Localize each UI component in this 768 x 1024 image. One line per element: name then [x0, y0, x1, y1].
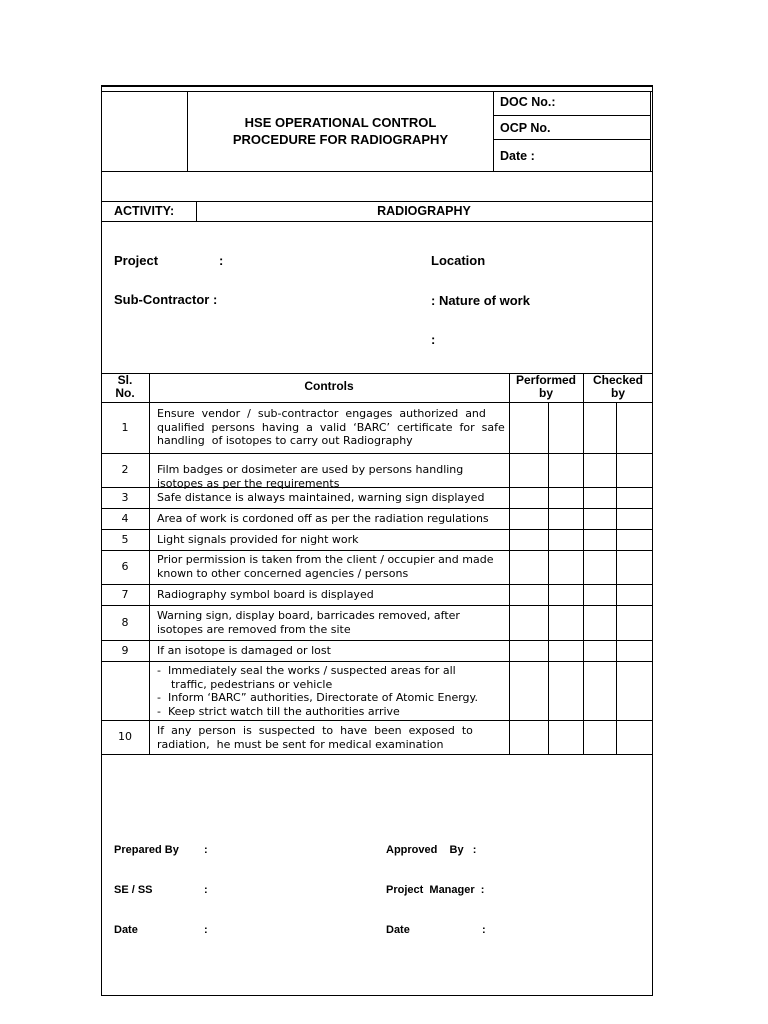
date-left-label: Date [114, 924, 138, 936]
performed-by-cell[interactable] [548, 402, 583, 453]
performed-by-cell[interactable] [548, 661, 583, 720]
row-number: 1 [121, 420, 129, 434]
table-col-rule [149, 373, 150, 754]
control-text-line: Film badges or dosimeter are used by persons handling [157, 463, 464, 476]
project-manager-label: Project Manager : [386, 884, 485, 896]
control-text-line: - Immediately seal the works / suspected areas for all [157, 664, 456, 677]
performed-by-cell[interactable] [509, 402, 548, 453]
control-text-line: handling of isotopes to carry out Radiography [157, 434, 413, 447]
table-bottom-rule [101, 754, 653, 755]
control-text-line: traffic, pedestrians or vehicle [157, 677, 333, 691]
control-text-line: Radiography symbol board is displayed [157, 588, 374, 601]
performed-by-cell[interactable] [509, 453, 548, 487]
col-header-sl-no: No. [115, 386, 135, 400]
header-bottom-rule [101, 171, 653, 172]
header-divider-left [187, 91, 188, 171]
performed-by-cell[interactable] [509, 508, 548, 529]
control-text-line: isotopes are removed from the site [157, 622, 351, 636]
performed-by-cell[interactable] [509, 661, 548, 720]
control-text-line: known to other concerned agencies / persons [157, 566, 409, 580]
nature-of-work-label: : Nature of work [431, 293, 530, 308]
performed-by-cell[interactable] [509, 584, 548, 605]
approved-by-label: Approved By : [386, 844, 477, 856]
checked-by-cell[interactable] [583, 720, 616, 754]
performed-by-cell[interactable] [548, 584, 583, 605]
control-text-line: Warning sign, display board, barricades removed, after [157, 609, 460, 622]
checked-by-cell[interactable] [616, 453, 653, 487]
checked-by-cell[interactable] [616, 487, 653, 508]
doc-no-label: DOC No.: [500, 95, 556, 109]
control-text-line: Prior permission is taken from the client / occupier and made [157, 553, 494, 566]
col-header-performed: Performed [515, 373, 577, 387]
col-header-sl: Sl. [117, 373, 133, 387]
checked-by-cell[interactable] [583, 453, 616, 487]
se-ss-colon: : [204, 884, 208, 896]
row-number: 2 [121, 463, 129, 476]
checked-by-cell[interactable] [583, 402, 616, 453]
control-text-line: If any person is suspected to have been exposed to [157, 724, 473, 737]
activity-value: RADIOGRAPHY [377, 204, 471, 218]
row-number: 8 [121, 615, 129, 629]
checked-by-cell[interactable] [616, 550, 653, 584]
doc-title-line1: HSE OPERATIONAL CONTROL [244, 115, 437, 130]
col-header-checked: Checked [592, 373, 644, 387]
ocp-no-label: OCP No. [500, 121, 551, 135]
performed-by-cell[interactable] [509, 720, 548, 754]
performed-by-cell[interactable] [548, 720, 583, 754]
project-label: Project [114, 253, 159, 268]
col-header-controls: Controls [304, 379, 354, 393]
checked-by-cell[interactable] [583, 550, 616, 584]
row-number: 3 [121, 490, 129, 504]
checked-by-cell[interactable] [616, 661, 653, 720]
row-number: 10 [118, 730, 132, 743]
performed-by-cell[interactable] [509, 640, 548, 661]
performed-by-cell[interactable] [509, 529, 548, 550]
header-ocp-rule [493, 139, 651, 140]
performed-by-cell[interactable] [548, 550, 583, 584]
header-doc-rule [493, 115, 651, 116]
row-number: 5 [121, 532, 129, 546]
performed-by-cell[interactable] [548, 508, 583, 529]
control-text-line: qualified persons having a valid ‘BARC’ certificate for safe [157, 420, 505, 434]
checked-by-cell[interactable] [583, 487, 616, 508]
row-number: 9 [121, 643, 129, 657]
checked-by-cell[interactable] [583, 529, 616, 550]
activity-label: ACTIVITY: [114, 204, 175, 218]
checked-by-cell[interactable] [616, 605, 653, 640]
performed-by-cell[interactable] [509, 550, 548, 584]
checked-by-cell[interactable] [616, 402, 653, 453]
se-ss-label: SE / SS [114, 884, 153, 896]
activity-top-rule [101, 201, 653, 202]
activity-bottom-rule [101, 221, 653, 222]
control-text-line: Light signals provided for night work [157, 533, 359, 546]
performed-by-cell[interactable] [509, 487, 548, 508]
checked-by-cell[interactable] [616, 720, 653, 754]
row-number: 4 [121, 511, 129, 525]
checked-by-cell[interactable] [583, 605, 616, 640]
control-text-line: - Keep strict watch till the authorities arrive [157, 704, 400, 718]
subcontractor-label: Sub-Contractor : [114, 292, 218, 307]
col-header-checked-by: by [610, 386, 625, 400]
date-label: Date : [500, 149, 535, 163]
checked-by-cell[interactable] [616, 508, 653, 529]
performed-by-cell[interactable] [548, 487, 583, 508]
control-text-line: Safe distance is always maintained, warning sign displayed [157, 491, 485, 504]
checked-by-cell[interactable] [616, 529, 653, 550]
doc-title-line2: PROCEDURE FOR RADIOGRAPHY [232, 132, 449, 147]
header-top-rule [101, 91, 653, 92]
performed-by-cell[interactable] [548, 640, 583, 661]
performed-by-cell[interactable] [509, 605, 548, 640]
row-number: 7 [121, 587, 129, 601]
col-header-performed-by: by [538, 386, 553, 400]
control-text-line: radiation, he must be sent for medical examination [157, 737, 444, 751]
control-text-line: Ensure vendor / sub-contractor engages authorized and [157, 407, 486, 420]
location-label: Location [431, 253, 486, 268]
date-right-colon: : [482, 924, 486, 936]
control-text-line: Area of work is cordoned off as per the radiation regulations [157, 512, 489, 525]
date-right-label: Date [386, 924, 410, 936]
control-text-line: isotopes as per the requirements [157, 476, 340, 490]
date-left-colon: : [204, 924, 208, 936]
control-text-line: If an isotope is damaged or lost [157, 644, 331, 657]
performed-by-cell[interactable] [548, 605, 583, 640]
performed-by-cell[interactable] [548, 453, 583, 487]
extra-colon: : [431, 332, 436, 347]
prepared-by-colon: : [204, 844, 208, 856]
performed-by-cell[interactable] [548, 529, 583, 550]
project-colon: : [219, 253, 224, 268]
row-number: 6 [121, 560, 129, 573]
checked-by-cell[interactable] [583, 584, 616, 605]
prepared-by-label: Prepared By [114, 844, 179, 856]
checked-by-cell[interactable] [583, 508, 616, 529]
header-divider-right [493, 91, 494, 171]
checked-by-cell[interactable] [616, 584, 653, 605]
checked-by-cell[interactable] [583, 640, 616, 661]
checked-by-cell[interactable] [583, 661, 616, 720]
control-text-line: - Inform ‘BARC” authorities, Directorate of Atomic Energy. [157, 691, 478, 704]
header-inner-right-rule [650, 91, 651, 171]
checked-by-cell[interactable] [616, 640, 653, 661]
